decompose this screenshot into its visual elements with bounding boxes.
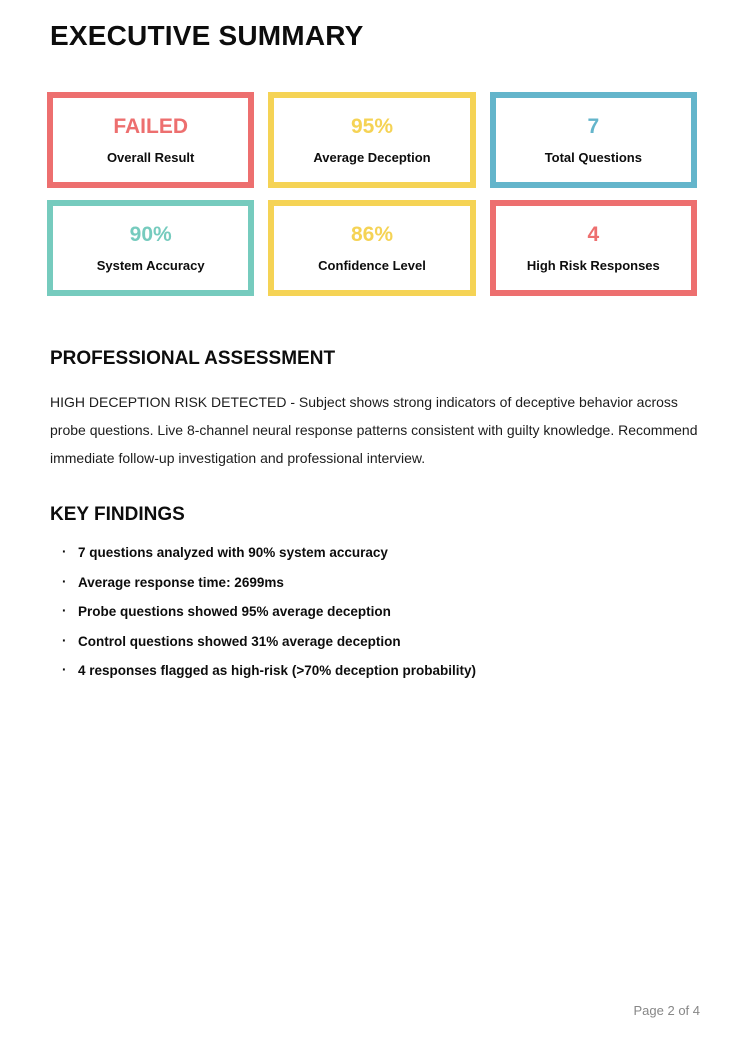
key-findings-heading: KEY FINDINGS (50, 504, 185, 525)
stat-card (268, 92, 475, 188)
stat-label: Average Deception (313, 149, 431, 165)
key-finding-item: · Probe questions showed 95% average deception (58, 605, 697, 619)
stat-value: 4 (587, 222, 600, 246)
key-finding-item: · Average response time: 2699ms (58, 576, 697, 590)
page-number: Page 2 of 4 (633, 1003, 700, 1018)
professional-assessment-heading: PROFESSIONAL ASSESSMENT (50, 348, 336, 369)
professional-assessment-section (50, 348, 697, 472)
stat-label: Overall Result (106, 149, 195, 165)
stat-value: 90% (129, 222, 172, 246)
stat-card (268, 200, 475, 296)
stat-label: Confidence Level (318, 257, 426, 273)
stat-card (490, 200, 697, 296)
key-findings-list (50, 546, 697, 678)
stat-card (47, 92, 254, 188)
stat-value: 95% (350, 114, 393, 138)
key-finding-item: · 4 responses flagged as high-risk (>70% deception probability) (58, 664, 697, 678)
stat-card (47, 200, 254, 296)
stat-label: Total Questions (544, 149, 642, 165)
professional-assessment-text: HIGH DECEPTION RISK DETECTED - Subject shows strong indicators of deceptive behavior across probe questions. Live 8-channel neural response patterns consistent with guilty knowledge. Recommend immediate follow-up investigation and professional interview. (50, 394, 698, 466)
key-findings-section (50, 504, 697, 678)
stat-value: FAILED (113, 114, 188, 138)
page-title: EXECUTIVE SUMMARY (50, 20, 364, 51)
key-finding-item: · Control questions showed 31% average deception (58, 635, 697, 649)
stat-label: High Risk Responses (526, 257, 660, 273)
stat-label: System Accuracy (96, 257, 205, 273)
stat-cards-grid (47, 92, 697, 296)
stat-value: 7 (587, 114, 600, 138)
stat-card (490, 92, 697, 188)
key-finding-item: · 7 questions analyzed with 90% system accuracy (58, 546, 697, 560)
stat-value: 86% (350, 222, 393, 246)
